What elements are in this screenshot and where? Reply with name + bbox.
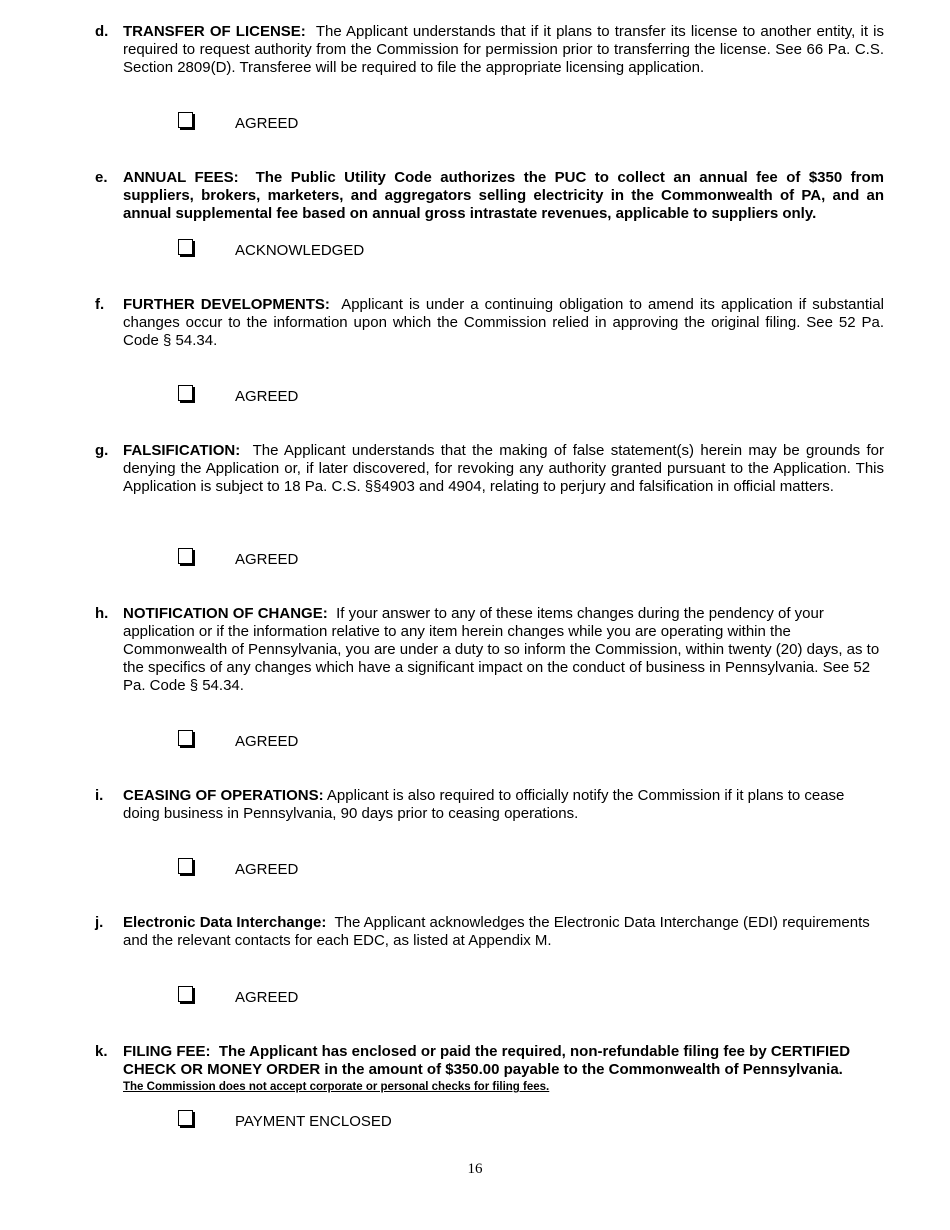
acknowledged-checkbox[interactable]	[178, 239, 193, 255]
section-body	[123, 169, 884, 223]
agreed-checkbox[interactable]	[178, 986, 193, 1002]
filing-fee-note: The Commission does not accept corporate or personal checks for filing fees.	[123, 1081, 550, 1093]
section-label: TRANSFER OF LICENSE:	[123, 23, 306, 40]
section-letter: e.	[95, 169, 108, 186]
section-transfer-of-license	[95, 23, 884, 77]
section-annual-fees	[95, 169, 884, 223]
section-body	[123, 1043, 884, 1095]
section-ceasing-of-operations	[95, 787, 884, 823]
section-label: ANNUAL FEES:	[123, 169, 239, 186]
checkbox-label: PAYMENT ENCLOSED	[235, 1113, 392, 1130]
section-text: The Applicant understands that the making of false statement(s) herein may be grounds for denying the Application or, if later discovered, for revoking any authority granted pursuant to the Application. This Application is subject to 18 Pa. C.S. §§4903 and 4904, relating to perjury and falsification in official matters.	[123, 442, 884, 495]
agreed-checkbox[interactable]	[178, 112, 193, 128]
section-letter: f.	[95, 296, 105, 313]
checkbox-label: AGREED	[235, 388, 299, 405]
section-label: FILING FEE:	[123, 1043, 211, 1060]
section-text: If your answer to any of these items changes during the pendency of your application or if the information relative to any item herein changes while you are operating within the Commonwealth of Pennsylvania, you are under a duty to so inform the Commission, within twenty (20) days, as to the specifics of any changes which have a significant impact on the conduct of business in Pennsylvania. See 52 Pa. Code § 54.34.	[123, 605, 880, 694]
section-electronic-data-interchange	[95, 914, 884, 950]
section-body	[123, 442, 884, 496]
section-text: The Applicant has enclosed or paid the required, non-refundable filing fee by CERTIFIED CHECK OR MONEY ORDER in the amount of $350.00 payable to the Commonwealth of Pennsylvania.	[123, 1043, 851, 1078]
section-text: The Applicant acknowledges the Electronic Data Interchange (EDI) requirements and the relevant contacts for each EDC, as listed at Appendix M.	[123, 914, 870, 949]
section-label: CEASING OF OPERATIONS:	[123, 787, 324, 804]
section-text: The Public Utility Code authorizes the PUC to collect an annual fee of $350 from suppliers, brokers, marketers, and aggregators selling electricity in the Commonwealth of PA, and an annual supplemental fee based on annual gross intrastate revenues, applicable to suppliers only.	[123, 169, 884, 222]
payment-enclosed-checkbox[interactable]	[178, 1110, 193, 1126]
section-label: Electronic Data Interchange:	[123, 914, 327, 931]
section-body	[123, 787, 884, 823]
checkbox-label: AGREED	[235, 115, 299, 132]
page-number: 16	[467, 1161, 483, 1177]
section-body	[123, 605, 884, 695]
checkbox-label: AGREED	[235, 989, 299, 1006]
section-text: Applicant is under a continuing obligation to amend its application if substantial changes occur to the information upon which the Commission relied in approving the original filing. See 52 Pa. Code § 54.34.	[123, 296, 884, 349]
agreed-checkbox[interactable]	[178, 730, 193, 746]
section-letter: j.	[95, 914, 104, 931]
section-body	[123, 23, 884, 77]
section-letter: d.	[95, 23, 109, 40]
section-further-developments	[95, 296, 884, 350]
checkbox-label: AGREED	[235, 861, 299, 878]
agreed-checkbox[interactable]	[178, 548, 193, 564]
checkbox-label: AGREED	[235, 733, 299, 750]
section-notification-of-change	[95, 605, 884, 695]
section-filing-fee	[95, 1043, 884, 1095]
section-letter: g.	[95, 442, 109, 459]
agreed-checkbox[interactable]	[178, 858, 193, 874]
section-letter: i.	[95, 787, 104, 804]
section-label: FURTHER DEVELOPMENTS:	[123, 296, 330, 313]
section-letter: k.	[95, 1043, 108, 1060]
section-text: Applicant is also required to officially notify the Commission if it plans to cease doing business in Pennsylvania, 90 days prior to ceasing operations.	[123, 787, 845, 822]
checkbox-label: ACKNOWLEDGED	[235, 242, 365, 259]
agreed-checkbox[interactable]	[178, 385, 193, 401]
section-falsification	[95, 442, 884, 496]
section-label: FALSIFICATION:	[123, 442, 241, 459]
section-letter: h.	[95, 605, 109, 622]
section-body	[123, 296, 884, 350]
checkbox-label: AGREED	[235, 551, 299, 568]
section-label: NOTIFICATION OF CHANGE:	[123, 605, 328, 622]
section-body	[123, 914, 884, 950]
section-text: The Applicant understands that if it plans to transfer its license to another entity, it is required to request authority from the Commission for permission prior to transferring the license. See 66 Pa. C.S. Section 2809(D). Transferee will be required to file the appropriate licensing application.	[123, 23, 884, 76]
